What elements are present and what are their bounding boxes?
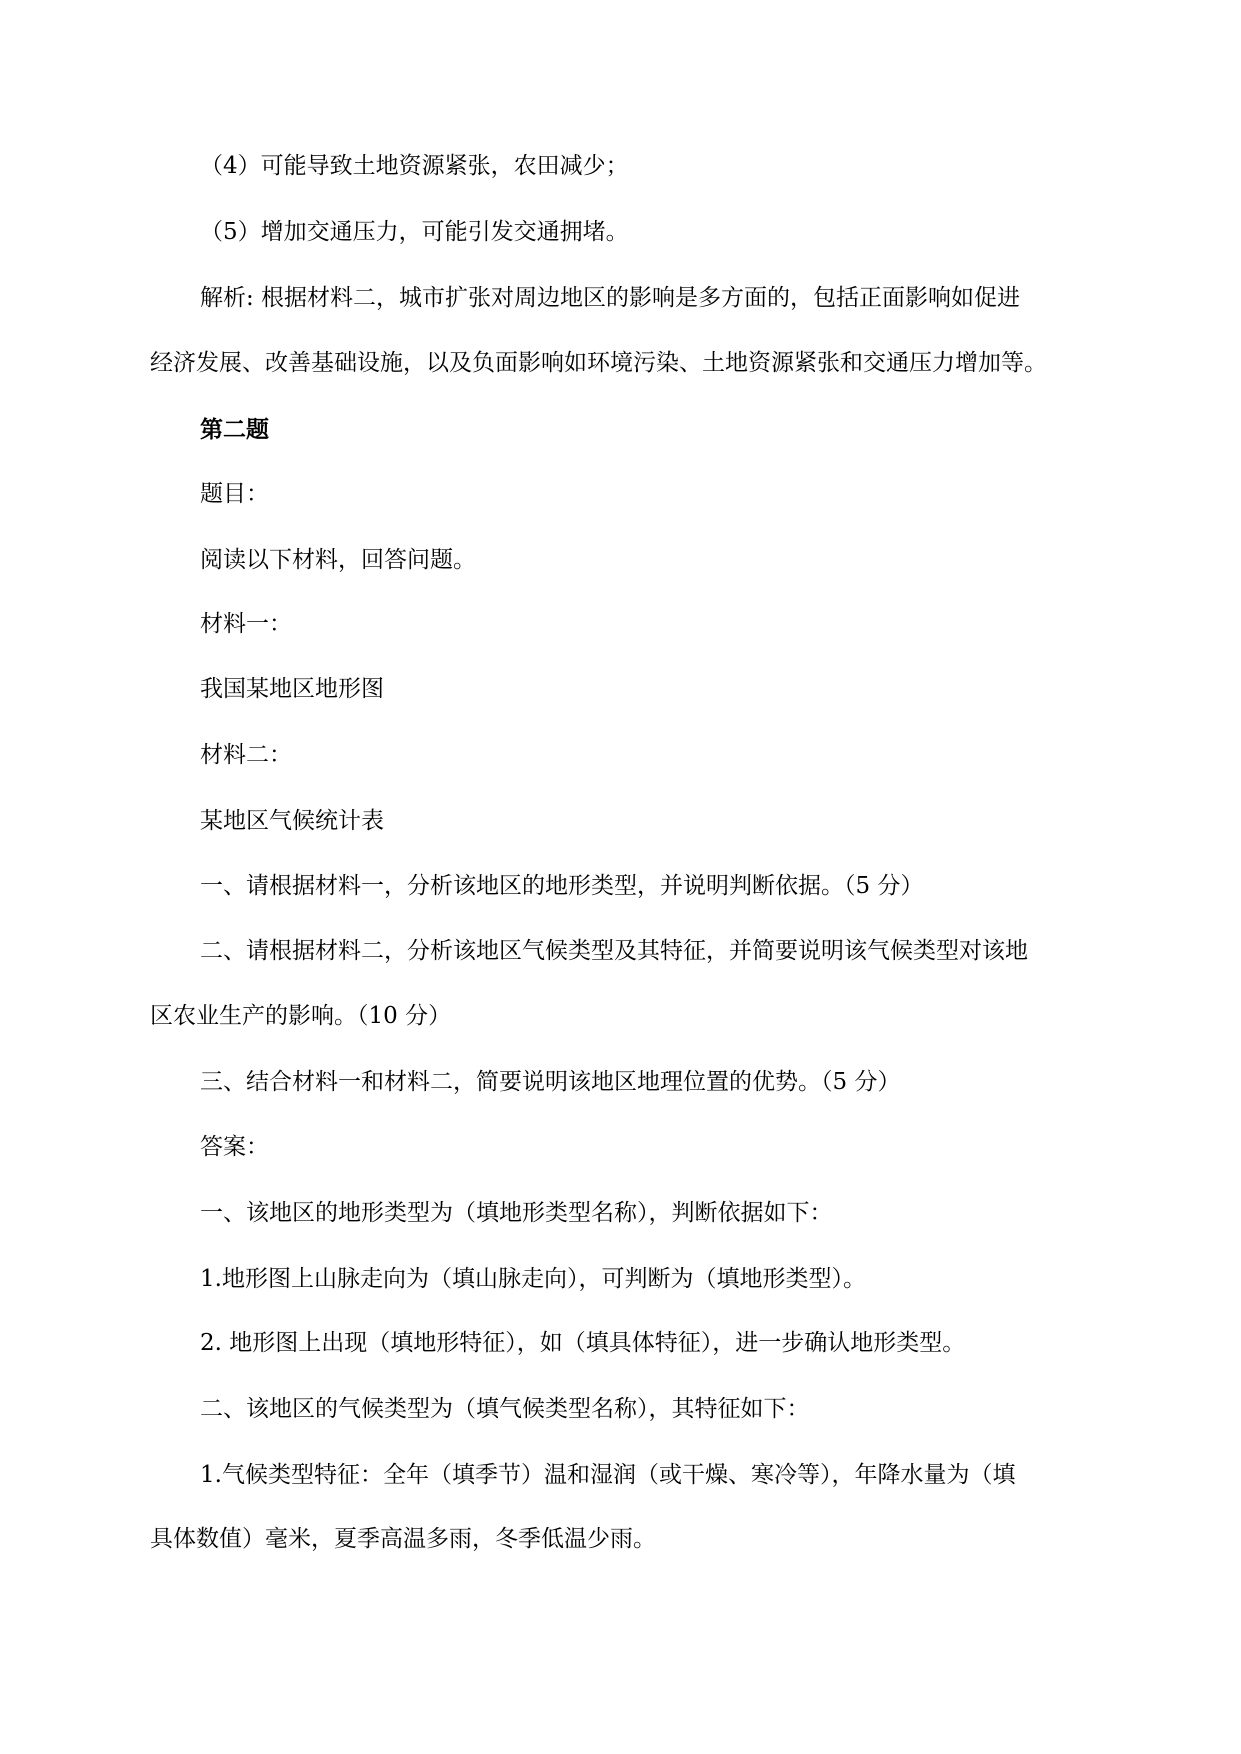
sub-question-2-line-2: 区农业生产的影响。（10 分） [150, 1003, 452, 1029]
answer-1-intro: 一、该地区的地形类型为（填地形类型名称），判断依据如下： [200, 1200, 833, 1226]
material-2-caption: 某地区气候统计表 [200, 808, 384, 834]
answer-item-4: （4）可能导致土地资源紧张，农田减少； [200, 153, 629, 179]
answer-2-intro: 二、该地区的气候类型为（填气候类型名称），其特征如下： [200, 1396, 810, 1422]
answer-item-5: （5）增加交通压力，可能引发交通拥堵。 [200, 219, 629, 245]
sub-question-3: 三、结合材料一和材料二，简要说明该地区地理位置的优势。（5 分） [200, 1069, 901, 1095]
answer-2-point-1-line-2: 具体数值）毫米，夏季高温多雨，冬季低温少雨。 [150, 1526, 656, 1552]
material-2-label: 材料二： [200, 742, 292, 768]
sub-question-1: 一、请根据材料一，分析该地区的地形类型，并说明判断依据。（5 分） [200, 873, 924, 899]
answer-2-point-1-line-1: 1.气候类型特征：全年（填季节）温和湿润（或干燥、寒冷等），年降水量为（填 [200, 1462, 1016, 1488]
answer-1-point-2: 2. 地形图上出现（填地形特征），如（填具体特征），进一步确认地形类型。 [200, 1330, 966, 1356]
material-1-label: 材料一： [200, 611, 292, 637]
answer-1-point-1: 1.地形图上山脉走向为（填山脉走向），可判断为（填地形类型）。 [200, 1266, 866, 1292]
analysis-line-2: 经济发展、改善基础设施，以及负面影响如环境污染、土地资源紧张和交通压力增加等。 [150, 350, 1047, 376]
question-label: 题目： [200, 481, 269, 507]
material-1-caption: 我国某地区地形图 [200, 676, 384, 702]
section-heading-question-2: 第二题 [200, 416, 269, 443]
instruction-text: 阅读以下材料，回答问题。 [200, 547, 476, 573]
analysis-line-1: 解析: 根据材料二，城市扩张对周边地区的影响是多方面的，包括正面影响如促进 [200, 285, 1021, 311]
sub-question-2-line-1: 二、请根据材料二，分析该地区气候类型及其特征，并简要说明该气候类型对该地 [200, 938, 1028, 964]
answer-label: 答案： [200, 1134, 269, 1160]
